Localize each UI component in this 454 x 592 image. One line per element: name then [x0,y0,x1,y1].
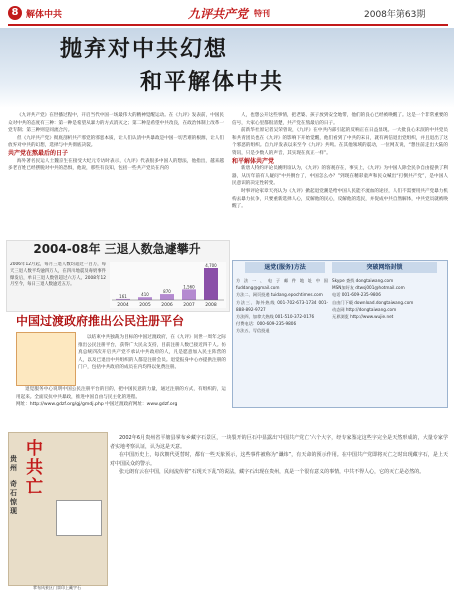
ticket-seal-image [56,500,102,536]
header-rule [8,24,448,26]
chart-value-label-2008: 4,700 [205,263,217,268]
quit-method-0: 方法一、电子邮件地址中国 fuddang@gmail.com [236,278,328,291]
bar-chart [110,262,226,308]
masthead: 九评共产党 [188,7,249,21]
chart-category-label-2007: 2007 [183,303,195,308]
quit-method-5: 方法五、写信投退 [236,328,270,334]
masthead-sub: 特刊 [254,9,270,18]
solution-paragraph-1: 新唐人特约评论员姚明谊认为，《九评》的客观存在，事实上，《九评》为中国人除全民争自由提供了利器，从历年前有人疑问“中共倒台了，中国怎么办？”到现在精彩童声和民众喊出“打倒共产党”，是中国人民意识的决定性转变。 [232,166,448,187]
intro-right-paragraph-2: 前新华社原记者吴荣曾说，《九评》在中共内部引起的反响正在日益显现。一大批良心未泯的中共党员和共青团员也在《九评》的影响下开始觉醒，他们看到了中共的末日，就有两信退出党组织，并且退出了这个邪恶的组织。自九评发表以来至今《九评》共鸣。在其他领域的震动，一位网友说，“想住前走出大陆的资讯，只是少数人的声音，其实现在真正一样”。 [232,128,448,156]
chart-category-label-2006: 2006 [161,303,173,308]
chart-category-label-2005: 2005 [139,303,151,308]
intro-right-column [232,112,448,258]
headline-line-2: 和平解体中共 [140,70,285,95]
page-number-badge: 8 [8,6,22,20]
gov-text-2 [16,386,226,426]
chart-category-label-2008: 2008 [205,303,217,308]
chart-title: 2004-08年 三退人数急遽攀升 [33,242,201,256]
quit-method-2: 方法三、海外热线 001-702-673-1734 001-888-892-9727 [236,299,328,312]
chart-bar-2007 [182,289,196,300]
chart-bar-2006 [160,294,174,300]
chart-bar-2008 [204,268,218,300]
intro-paragraph-3: 海外著名民运人士魏京生在接受大纪元专访时表示，《九评》代表很多中国人的想法，他指出，越来越多老百姓已经摆脱对中共的恐惧，他说，那些有良知，包括一些共产党员在内的 [8,158,224,172]
quit-method-1: 方法二、网页投递 tuidang.epochtimes.com [236,292,323,298]
story-image-caption: 掌布风景区门票印上藏字石 [33,585,81,590]
story-region-vertical: 贵州 [10,455,17,472]
gov-text-1 [78,334,226,384]
blockade-method-0: Skype 查找 dongtaiwang.com [332,278,394,283]
intro-paragraph-1: 《九评共产党》在世播过程中，开启当代中国一场最伟大的精神觉醒运动。在《九评》发表前，中国民众对中共的态度有三种：第一种是希望从暴力的方式消灭之；第二种是希望中共改良，在政治体制上改革一党专制；第三种则是同流合污。 [8,113,224,134]
chart-value-label-2006: 870 [163,289,171,295]
break-blockade-list [332,277,442,403]
story-sub-vertical: 奇石惊现 [10,480,17,515]
quit-method-3: 方法四、加拿大热线 001-510-372-0176 [236,314,315,320]
blockade-method-5: 无界浏览 http://www.wujie.net [332,314,394,320]
break-blockade-heading: 突破网络封锁 [332,262,437,273]
gov-paragraph-2: 退觉服务中心说明中国公民注册平台的目的，把中国民意的力量，通过注册的方式，有组织的，运用起来。全面反抗中共暴政，推进中国自由与民主化的进程。 [16,387,226,400]
solution-paragraph-2: 时事评论家章天亮认为《九评》掀起退党潮是给中国人民能不流血的途径，人们不需要用共产党暴力机构去暴力抗争，只要重新选择人心，反解他的民心，反解他的选民，并促成中共自然解体，中共党员就被唤醒了。 [232,188,448,210]
blockade-method-2: 电话 001-609-235-9806 [332,292,381,298]
gov-url[interactable]: 网址：http://www.gdzf.org/gj/gmdj.php 中国过渡政府网址：www.gdzf.org [16,402,178,408]
headline-line-1: 抛弃对中共幻想 [60,37,229,62]
quit-methods-list [236,277,328,403]
intro-paragraph-2: 但《九评共产党》彻底剖析共产邪党的邪恶本质，让人们认清中共暴政是中国一切苦难的根源，让人们放弃对中共的幻想，选择与中共彻底决裂。 [8,135,224,149]
blockade-method-3: 自由门下载 download.dongtaiwang.com [332,299,414,305]
gov-logo-image [16,332,76,386]
intro-right-paragraph-1: 人，也想公开这些事情，把老婆、孩子放到安全地带，他们的良心已经被唤醒了。这是一个非常重要的信号，大家心里都很清楚，共产党在熬最后的日子。 [232,113,448,126]
section-title: 解体中共 [26,10,63,20]
quit-method-4: 付费电话：000-609-235-9806 [236,321,297,327]
story-paragraph-3: 张元朗有云在中国，民间流传着“石现天下乱”的说法，藏字石出现在贵州，真是一个很有意义的事情，中共不得人心，它的灭亡是必然的。 [119,469,425,476]
chart-bar-2005 [138,297,152,300]
issue-label: 2008年第63期 [364,10,426,20]
blockade-method-4: 动态网 http://dongtaiwang.com [332,306,397,312]
solution-subheading: 和平解体共产党 [232,157,275,165]
blockade-method-1: MSN加好友 dtwsj001@hotmail.com [332,285,405,291]
chart-value-label-2007: 1,560 [183,284,195,290]
quit-methods-heading: 退党(服务)方法 [245,262,325,273]
intro-left-column [8,112,224,238]
chart-caption: 2006年12月起，每月三退人数均超过一百万，每天三退人数平均逾四万人，在四川地震及毒奶事件爆发后，单日三退人数曾超过六万人。2008年12月至今，每日三退人数逾近五万。 [10,262,106,288]
chart-value-label-2004: 161 [119,293,127,299]
story-vertical-title: 中共亡 [26,439,43,497]
gov-paragraph-1: 以结束中共独裁为目标的中国过渡政府，在《九评》问世一周年之际推出公民注册平台，获得广大民众支持，目前注册人数已接近四千人。仿真总统四次开启共产党不承认中共政府的人，凡是愿意加入民主阵营的人，以及已退出中共组织的人都是注册会员。退觉报身中心亦提供注册的门户，包括中共政府的成员在内均得以免费注册。 [78,335,226,371]
story-paragraph-1: 2002年6月贵州省平塘县掌布乡藏字石景区，一块裂开的巨石中显露出‘中国共产党亡’六个大字，经专家鉴定这些字完全是天然形成的，大量专家学者实地考察认证，认为这是天意。 [110,435,448,450]
chart-value-label-2005: 410 [141,292,149,298]
chart-category-label-2004: 2004 [117,303,129,308]
story-text [110,434,448,584]
gov-title: 中国过渡政府推出公民注册平台 [16,314,185,328]
story-paragraph-2: 在中国历史上，每次朝代更替时，都有一些天象预示，这些事件被称为“谶纬”，有天命的预示作用。在中国共产党即将灭亡之时出现藏字石，是上天对中国民众的警示。 [110,452,448,467]
intro-subheading: 共产党在熬最后的日子 [8,149,69,157]
